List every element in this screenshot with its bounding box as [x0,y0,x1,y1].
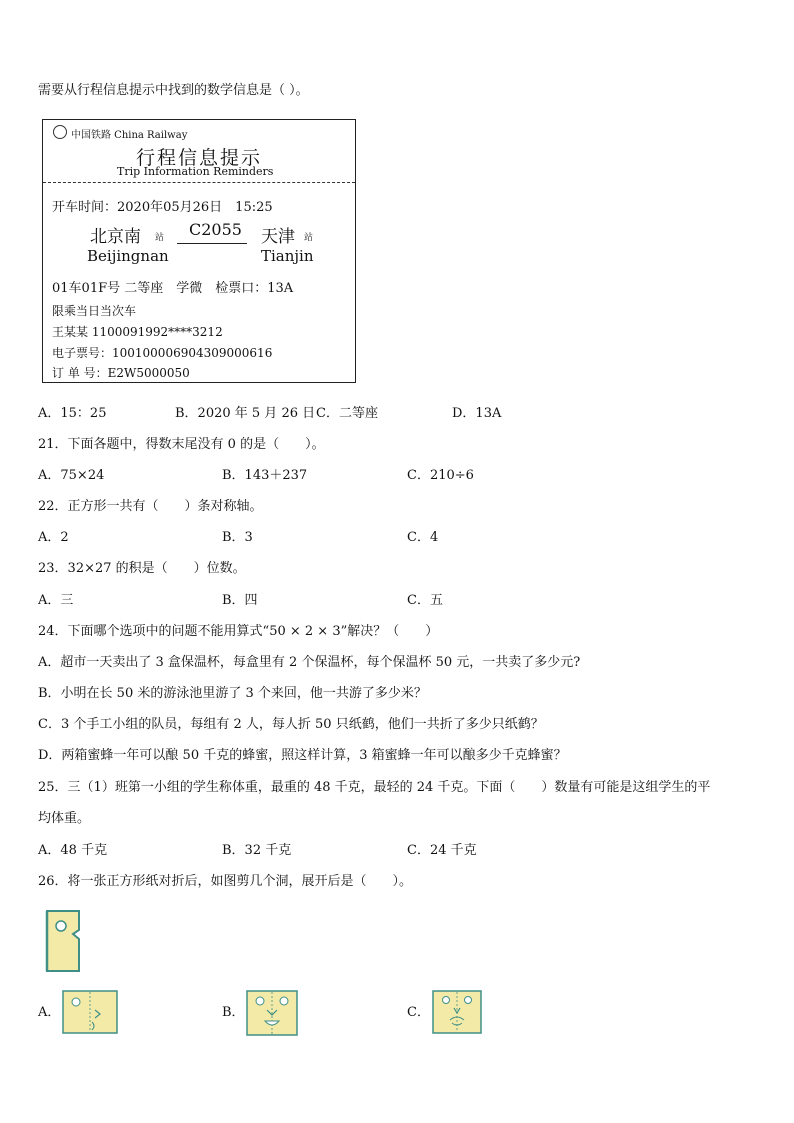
ticket-title: 行程信息提示 [136,147,263,169]
q23-option-a: A．三 [38,593,74,608]
ticket-from-cn: 北京南 [90,227,141,247]
q22-option-a: A．2 [38,530,69,545]
q20-option-d: D．13A [452,406,502,421]
q22-option-b: B．3 [222,530,253,545]
q23-stem: 23．32×27 的积是（ ）位数。 [38,561,246,576]
q26-stem: 26．将一张正方形纸对折后，如图剪几个洞，展开后是（ ）。 [38,874,413,889]
ticket-from-en: Beijingnan [87,247,169,265]
q22-stem: 22．正方形一共有（ ）条对称轴。 [38,499,263,514]
china-railway-logo-icon [53,125,67,139]
q26-option-a-label: A． [38,1005,61,1020]
q26-option-c-figure[interactable] [432,990,482,1034]
q24-option-a: A．超市一天卖出了 3 盒保温杯，每盒里有 2 个保温杯，每个保温杯 50 元，一共卖了多少元? [38,655,581,670]
q21-option-a: A．75×24 [38,468,105,483]
q25-stem-line1: 25．三（1）班第一小组的学生称体重，最重的 48 千克，最轻的 24 千克。下面（ ）数量有可能是这组学生的平 [38,780,711,795]
trip-ticket [42,119,356,383]
q20-option-c: C．二等座 [316,406,378,421]
ticket-note: 限乘当日当次车 [52,304,137,318]
q26-option-b-figure[interactable] [246,990,298,1036]
q24-stem: 24．下面哪个选项中的问题不能用算式“50 × 2 × 3”解决？（ ） [38,624,439,639]
ticket-eticket-tail: 6 [264,346,273,360]
q20-option-b: B．2020 年 5 月 26 日 [175,406,316,421]
ticket-train-no: C2055 [189,220,242,239]
q21-stem: 21．下面各题中，得数末尾没有 0 的是（ ）。 [38,437,325,452]
folded-paper-figure [44,908,84,974]
q22-option-c: C．4 [407,530,439,545]
ticket-seat: 01车01F号 二等座 学微 检票口：13A [52,281,294,296]
q25-option-b: B．32 千克 [222,843,292,858]
ticket-to-en: Tianjin [261,247,314,265]
ticket-logo-text: 中国铁路 China Railway [71,130,188,141]
q20-stem: 需要从行程信息提示中找到的数学信息是（ ）。 [38,83,309,98]
ticket-to-cn: 天津 [261,227,295,247]
q24-option-d: D．两箱蜜蜂一年可以酿 50 千克的蜂蜜，照这样计算，3 箱蜜蜂一年可以酿多少千克蜂蜜？ [38,748,567,763]
train-underline [177,243,247,244]
q25-stem-line2: 均体重。 [38,811,91,826]
ticket-to-suffix: 站 [304,233,314,243]
q26-option-c-label: C． [407,1005,430,1020]
q24-option-b: B．小明在长 50 米的游泳池里游了 3 个来回，他一共游了多少米？ [38,686,427,701]
q23-option-c: C．五 [407,593,443,608]
ticket-from-suffix: 站 [155,233,165,243]
ticket-order: 订 单 号：E2W5000050 [52,366,190,380]
q21-option-b: B．143＋237 [222,468,308,483]
q25-option-a: A．48 千克 [38,843,108,858]
ticket-departure: 开车时间：2020年05月26日 15:25 [52,200,273,215]
q23-option-b: B．四 [222,593,258,608]
q26-option-a-figure[interactable] [62,990,118,1034]
ticket-passenger: 王某某 1100091992****3212 [52,325,223,339]
q26-option-b-label: B． [222,1005,245,1020]
q21-option-c: C．210÷6 [407,468,474,483]
q20-option-a: A．15：25 [38,406,107,421]
ticket-divider [43,182,355,183]
q25-option-c: C．24 千克 [407,843,477,858]
q24-option-c: C．3 个手工小组的队员，每组有 2 人，每人折 50 只纸鹤，他们一共折了多少只纸鹤？ [38,717,544,732]
ticket-subtitle: Trip Information Reminders [117,165,274,178]
ticket-eticket [52,344,272,361]
ticket-eticket-main: 电子票号：10010000690430900061 [52,346,265,360]
